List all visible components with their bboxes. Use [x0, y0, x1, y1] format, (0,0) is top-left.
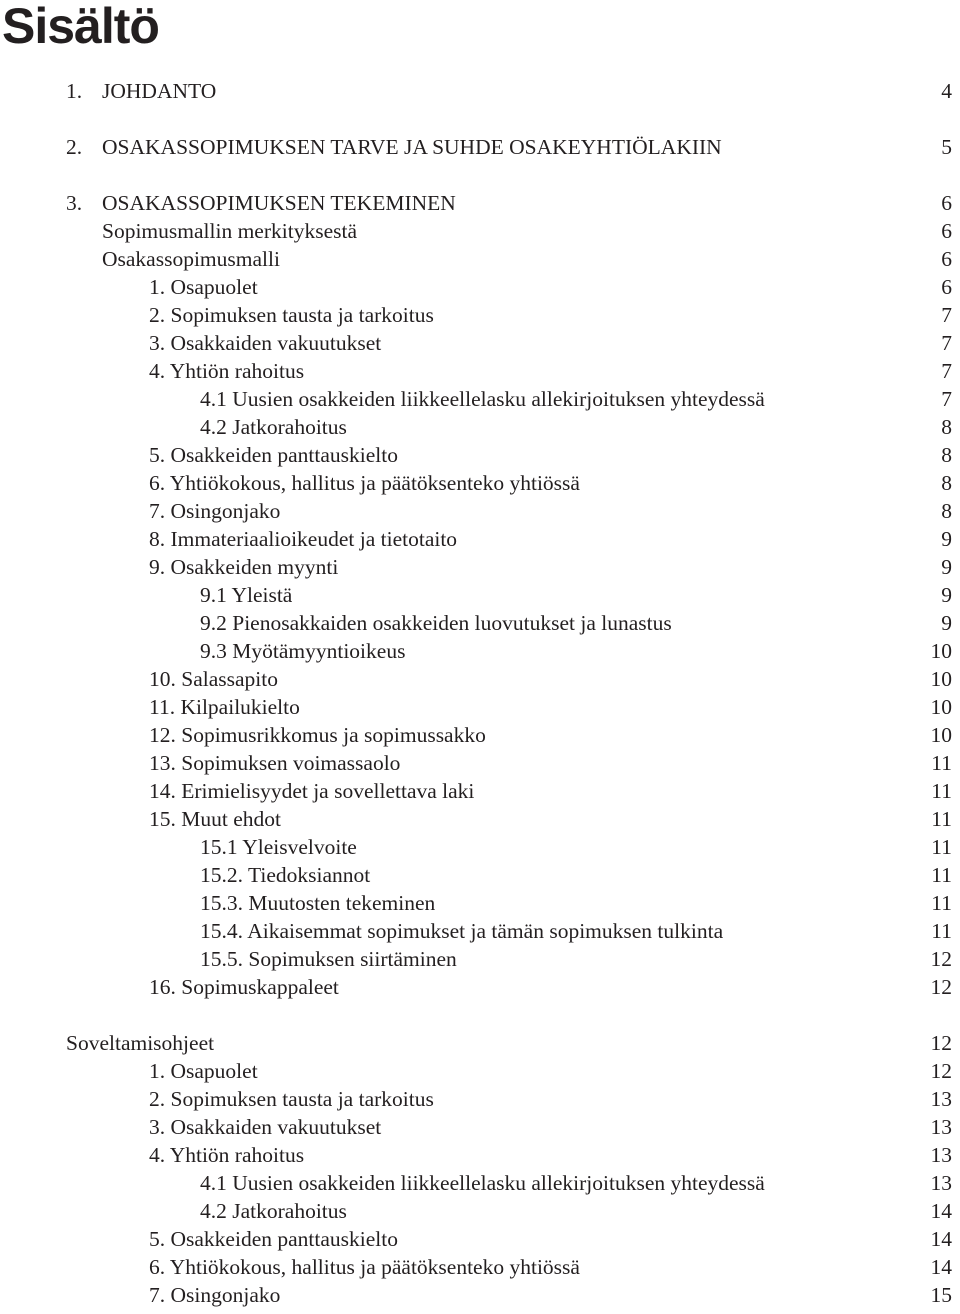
toc-entry-text: 3. Osakkaiden vakuutukset: [149, 1115, 382, 1139]
toc-entry-text: 4.1 Uusien osakkeiden liikkeellelasku allekirjoituksen yhteydessä: [200, 1171, 765, 1195]
toc-entry-page: 14: [930, 1199, 952, 1223]
toc-entry-page: 13: [930, 1143, 952, 1167]
toc-entry-text: 1. Osapuolet: [149, 275, 258, 299]
toc-entry-page: 12: [930, 1031, 952, 1055]
toc-entry-page: 5: [941, 135, 952, 159]
toc-entry-text: Osakassopimusmalli: [102, 247, 280, 271]
toc-entry-number: 3.: [66, 191, 83, 215]
toc-entry-text: 4.2 Jatkorahoitus: [200, 1199, 347, 1223]
toc-entry-page: 6: [941, 247, 952, 271]
toc-entry-page: 12: [930, 1059, 952, 1083]
toc-entry-page: 10: [930, 667, 952, 691]
toc-entry-text: Sopimusmallin merkityksestä: [102, 219, 357, 243]
toc-entry-text: OSAKASSOPIMUKSEN TEKEMINEN: [102, 191, 456, 215]
toc-entry-text: 15.4. Aikaisemmat sopimukset ja tämän sopimuksen tulkinta: [200, 919, 724, 943]
toc-entry-page: 4: [941, 79, 952, 103]
toc-entry-page: 6: [941, 275, 952, 299]
toc-entry-text: 12. Sopimusrikkomus ja sopimussakko: [149, 723, 486, 747]
toc-entry-page: 13: [930, 1171, 952, 1195]
toc-entry-page: 12: [930, 975, 952, 999]
toc-entry-text: 4. Yhtiön rahoitus: [149, 1143, 305, 1167]
toc-entry-page: 10: [930, 723, 952, 747]
toc-entry-text: 14. Erimielisyydet ja sovellettava laki: [149, 779, 475, 803]
page-title: Sisältö: [2, 0, 159, 54]
toc-entry-text: 10. Salassapito: [149, 667, 278, 691]
toc-entry-text: 4.1 Uusien osakkeiden liikkeellelasku allekirjoituksen yhteydessä: [200, 387, 765, 411]
toc-entry-text: 8. Immateriaalioikeudet ja tietotaito: [149, 527, 458, 551]
toc-entry-page: 13: [930, 1087, 952, 1111]
toc-entry-text: 6. Yhtiökokous, hallitus ja päätöksenteko yhtiössä: [149, 1255, 580, 1279]
toc-entry-page: 8: [941, 443, 952, 467]
toc-entry-page: 8: [941, 499, 952, 523]
toc-entry-page: 12: [930, 947, 952, 971]
toc-entry-page: 15: [930, 1283, 952, 1307]
toc-entry-text: 5. Osakkeiden panttauskielto: [149, 443, 398, 467]
toc-entry-text: 7. Osingonjako: [149, 1283, 281, 1307]
toc-entry-text: 2. Sopimuksen tausta ja tarkoitus: [149, 303, 434, 327]
toc-entry-number: 2.: [66, 135, 83, 159]
toc-entry-text: 6. Yhtiökokous, hallitus ja päätöksenteko yhtiössä: [149, 471, 580, 495]
toc-entry-page: 11: [931, 835, 952, 859]
toc-entry-page: 7: [941, 387, 952, 411]
toc-entry-text: 2. Sopimuksen tausta ja tarkoitus: [149, 1087, 434, 1111]
toc-entry-page: 10: [930, 639, 952, 663]
toc-entry-number: 1.: [66, 79, 83, 103]
toc-entry-text: OSAKASSOPIMUKSEN TARVE JA SUHDE OSAKEYHTIÖLAKIIN: [102, 135, 722, 159]
toc-entry-page: 9: [941, 555, 952, 579]
toc-entry-page: 13: [930, 1115, 952, 1139]
toc-entry-text: 15. Muut ehdot: [149, 807, 281, 831]
toc-entry-page: 11: [931, 807, 952, 831]
toc-entry-page: 9: [941, 527, 952, 551]
toc-entry-text: 7. Osingonjako: [149, 499, 281, 523]
toc-entry-text: 3. Osakkaiden vakuutukset: [149, 331, 382, 355]
toc-entry-page: 9: [941, 583, 952, 607]
toc-entry-text: 15.5. Sopimuksen siirtäminen: [200, 947, 457, 971]
toc-entry-text: 15.1 Yleisvelvoite: [200, 835, 357, 859]
toc-entry-text: 9. Osakkeiden myynti: [149, 555, 339, 579]
toc-entry-page: 14: [930, 1227, 952, 1251]
toc-entry-page: 6: [941, 219, 952, 243]
toc-entry-page: 11: [931, 919, 952, 943]
toc-entry-text: 15.3. Muutosten tekeminen: [200, 891, 436, 915]
toc-entry-page: 7: [941, 359, 952, 383]
toc-entry-page: 8: [941, 471, 952, 495]
toc-entry-page: 11: [931, 779, 952, 803]
toc-entry-text: 9.1 Yleistä: [200, 583, 293, 607]
toc-entry-text: 9.3 Myötämyyntioikeus: [200, 639, 406, 663]
toc-entry-text: 9.2 Pienosakkaiden osakkeiden luovutukset ja lunastus: [200, 611, 672, 635]
toc-entry-text: 5. Osakkeiden panttauskielto: [149, 1227, 398, 1251]
toc-entry-page: 7: [941, 331, 952, 355]
toc-entry-text: 4.2 Jatkorahoitus: [200, 415, 347, 439]
toc-entry-page: 11: [931, 751, 952, 775]
toc-entry-text: 11. Kilpailukielto: [149, 695, 300, 719]
toc-entry-page: 7: [941, 303, 952, 327]
toc-entry-text: Soveltamisohjeet: [66, 1031, 215, 1055]
toc-entry-text: 15.2. Tiedoksiannot: [200, 863, 371, 887]
toc-entry-page: 9: [941, 611, 952, 635]
toc-entry-text: 1. Osapuolet: [149, 1059, 258, 1083]
toc-entry-page: 14: [930, 1255, 952, 1279]
toc-entry-text: 4. Yhtiön rahoitus: [149, 359, 305, 383]
toc-entry-text: 13. Sopimuksen voimassaolo: [149, 751, 401, 775]
toc-entry-page: 11: [931, 891, 952, 915]
toc-entry-page: 11: [931, 863, 952, 887]
toc-entry-page: 8: [941, 415, 952, 439]
toc-entry-text: 16. Sopimuskappaleet: [149, 975, 339, 999]
toc-entry-page: 10: [930, 695, 952, 719]
toc-entry-text: JOHDANTO: [102, 79, 217, 103]
toc-entry-page: 6: [941, 191, 952, 215]
